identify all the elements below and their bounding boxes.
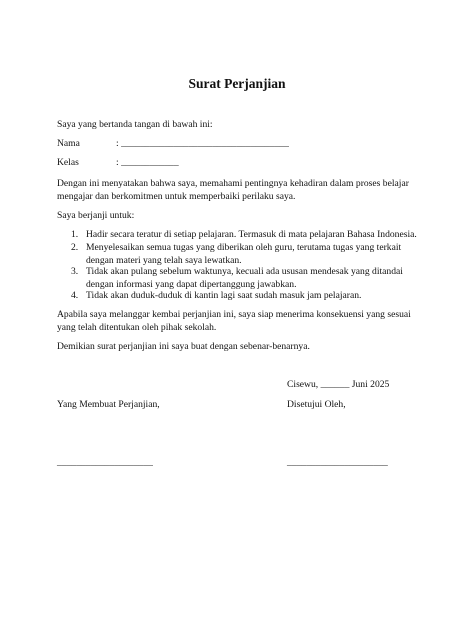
field-label-nama: Nama [57, 138, 80, 149]
consequence-line-1: Apabila saya melanggar kembai perjanjian ini, saya siap menerima konsekuensi yang sesuai [57, 309, 411, 320]
list-item-text: Tidak akan duduk-duduk di kantin lagi saat sudah masuk jam pelajaran. [86, 290, 362, 301]
left-signatory-label: Yang Membuat Perjanjian, [57, 399, 160, 410]
list-item-number: 2. [71, 242, 79, 253]
list-item-text: dengan informasi yang dapat dipertanggung jawabkan. [86, 279, 297, 290]
list-item-text: Tidak akan pulang sebelum waktunya, kecuali ada ususan mendesak yang ditandai [86, 266, 403, 277]
field-label-kelas: Kelas [57, 157, 79, 168]
list-item-number: 1. [71, 229, 79, 240]
list-item-text: dengan materi yang telah saya lewatkan. [86, 255, 242, 266]
promise-heading: Saya berjanji untuk: [57, 210, 135, 221]
list-item-number: 3. [71, 266, 79, 277]
list-item-number: 4. [71, 290, 79, 301]
list-item-text: Menyelesaikan semua tugas yang diberikan oleh guru, terutama tugas yang terkait [86, 242, 402, 253]
right-signature-line: _____________________ [287, 457, 388, 468]
list-item-text: Hadir secara teratur di setiap pelajaran. Termasuk di mata pelajaran Bahasa Indonesia. [86, 229, 417, 240]
intro-text: Saya yang bertanda tangan di bawah ini: [57, 119, 213, 130]
statement-line-1: Dengan ini menyatakan bahwa saya, memahami pentingnya kehadiran dalam proses belajar [57, 178, 409, 189]
statement-line-2: mengajar dan berkomitmen untuk memperbaiki perilaku saya. [57, 191, 296, 202]
left-signature-line: ____________________ [57, 457, 153, 468]
right-signatory-label: Disetujui Oleh, [287, 399, 346, 410]
field-value-nama: : ___________________________________ [116, 138, 289, 149]
field-value-kelas: : ____________ [116, 157, 179, 168]
closing-text: Demikian surat perjanjian ini saya buat dengan sebenar-benarnya. [57, 341, 310, 352]
place-date: Cisewu, ______ Juni 2025 [287, 379, 390, 390]
consequence-line-2: yang telah ditentukan oleh pihak sekolah. [57, 322, 217, 333]
page-title: Surat Perjanjian [188, 76, 286, 91]
